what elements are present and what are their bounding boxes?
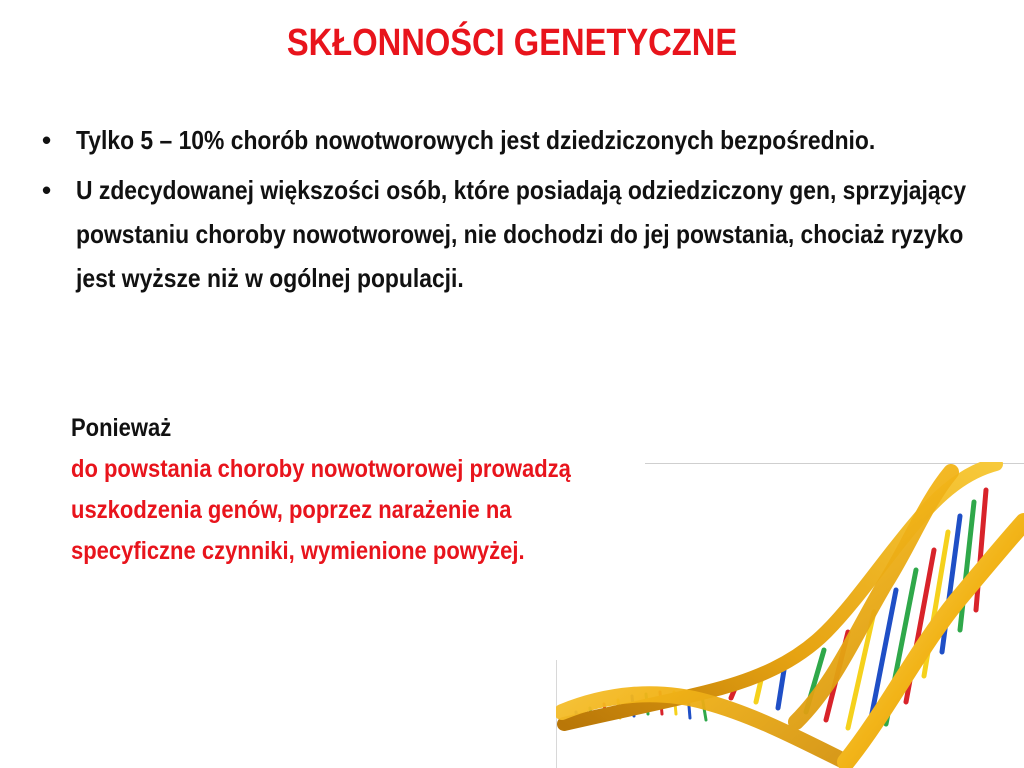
bullet-item xyxy=(36,118,996,162)
base-pair-rung xyxy=(976,490,986,610)
bullet-text: Tylko 5 – 10% chorób nowotworowych jest dziedziczonych bezpośrednio. xyxy=(76,125,876,155)
bullet-marker: • xyxy=(42,125,52,155)
base-pair-rung xyxy=(960,502,974,630)
bullet-text: U zdecydowanej większości osób, które posiadają odziedziczony gen, sprzyjający powstaniu choroby nowotworowej, nie dochodzi do jej powstania, chociaż ryzyko jest wyższe niż w ogólnej populacji. xyxy=(76,175,967,293)
dna-helix-image xyxy=(556,462,1024,768)
conclusion-body: do powstania choroby nowotworowej prowadzą uszkodzenia genów, poprzez narażenie na specyficzne czynniki, wymienione powyżej. xyxy=(71,455,571,565)
conclusion-lead: Ponieważ xyxy=(71,414,172,442)
bullet-list xyxy=(36,118,996,306)
base-pair-rung xyxy=(778,670,784,708)
bullet-marker: • xyxy=(42,175,52,205)
bullet-item xyxy=(36,168,996,300)
slide-title: SKŁONNOŚCI GENETYCZNE xyxy=(286,22,738,64)
